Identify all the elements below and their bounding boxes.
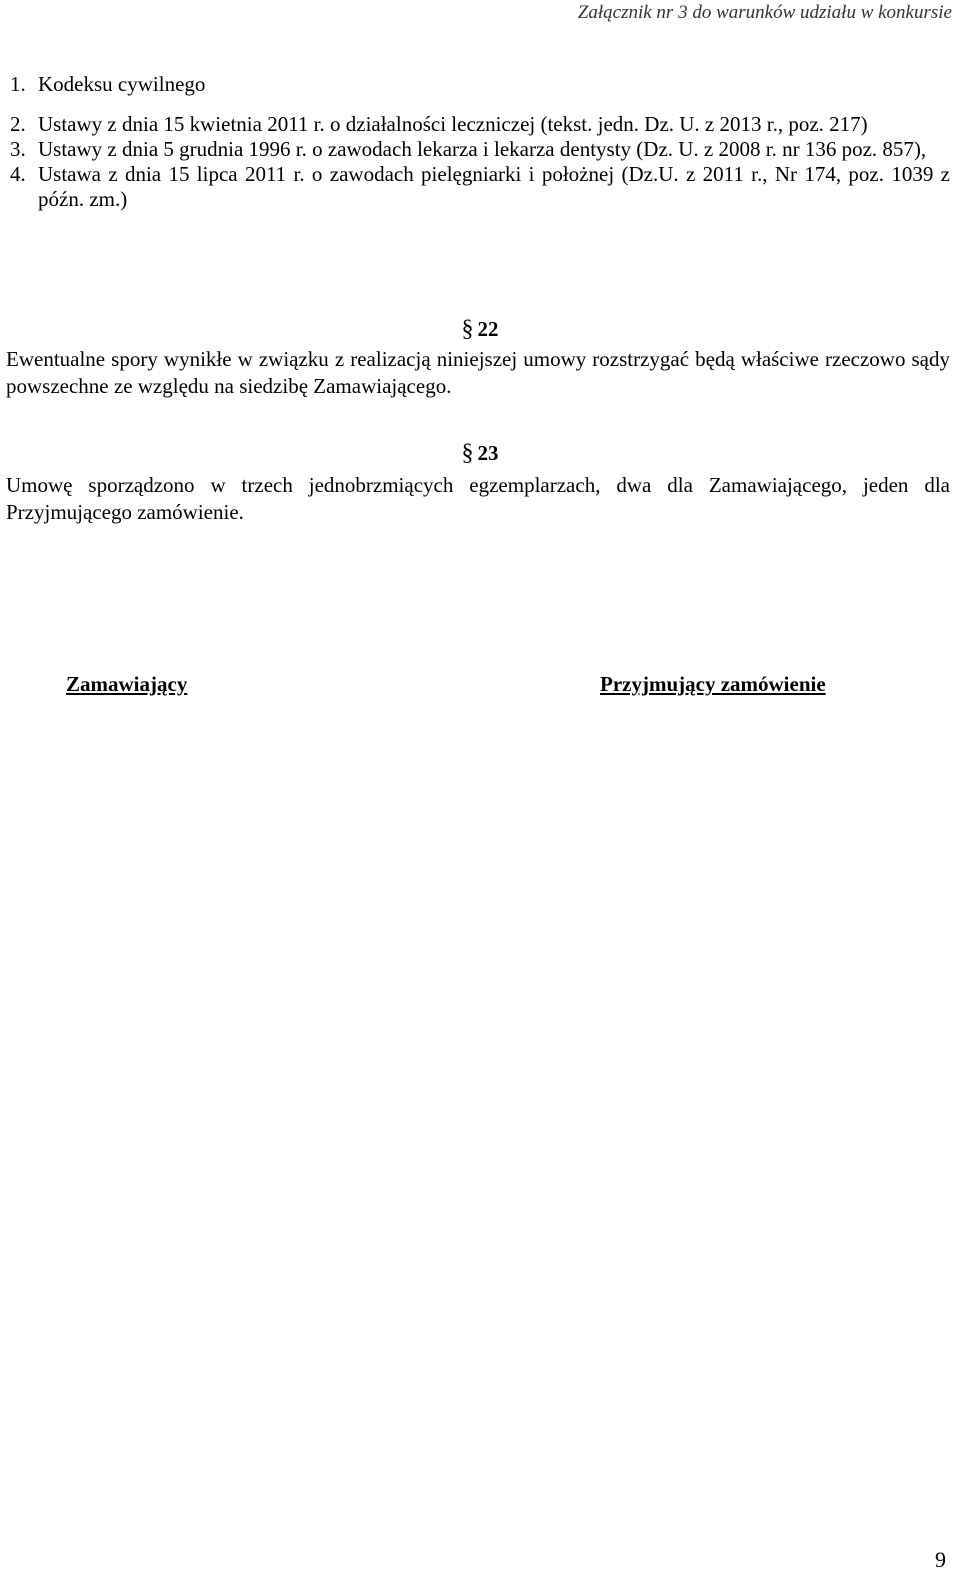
list-item-text: Ustawy z dnia 5 grudnia 1996 r. o zawodach lekarza i lekarza dentysty (Dz. U. z 2008 r. nr 136 poz. 857), (38, 137, 927, 161)
list-item-text: Ustawy z dnia 15 kwietnia 2011 r. o działalności leczniczej (tekst. jedn. Dz. U. z 2013 r., poz. 217) (38, 112, 868, 136)
list-item-text: Kodeksu cywilnego (38, 72, 206, 96)
section-23-heading (0, 440, 960, 467)
paragraph-sign: § (461, 440, 474, 466)
list-item (10, 72, 950, 97)
paragraph-sign: § (461, 316, 474, 342)
section-number: 23 (477, 441, 499, 465)
signature-label-contractor: Przyjmujący zamówienie (600, 672, 826, 696)
section-number: 22 (477, 317, 499, 341)
page-number: 9 (935, 1547, 946, 1572)
list-item (10, 162, 950, 212)
legal-acts-list (10, 72, 950, 212)
list-item-number: 3. (10, 137, 26, 161)
list-item-number: 1. (10, 72, 26, 96)
section-22-heading (0, 316, 960, 343)
list-item-number: 4. (10, 162, 26, 186)
list-item-text: Ustawa z dnia 15 lipca 2011 r. o zawodach pielęgniarki i położnej (Dz.U. z 2011 r., Nr 174, poz. 1039 z późn. zm.) (38, 162, 950, 211)
section-22-text: Ewentualne spory wynikłe w związku z realizacją niniejszej umowy rozstrzygać będą właściwe rzeczowo sądy powszechne ze względu na siedzibę Zamawiającego. (6, 347, 950, 398)
list-item-number: 2. (10, 112, 26, 136)
list-item (10, 112, 950, 137)
signature-label-ordering-party: Zamawiający (66, 672, 188, 696)
section-23-text: Umowę sporządzono w trzech jednobrzmiących egzemplarzach, dwa dla Zamawiającego, jeden dla Przyjmującego zamówienie. (6, 473, 950, 524)
annex-header-note: Załącznik nr 3 do warunków udziału w konkursie (577, 2, 952, 23)
list-item (10, 137, 950, 162)
